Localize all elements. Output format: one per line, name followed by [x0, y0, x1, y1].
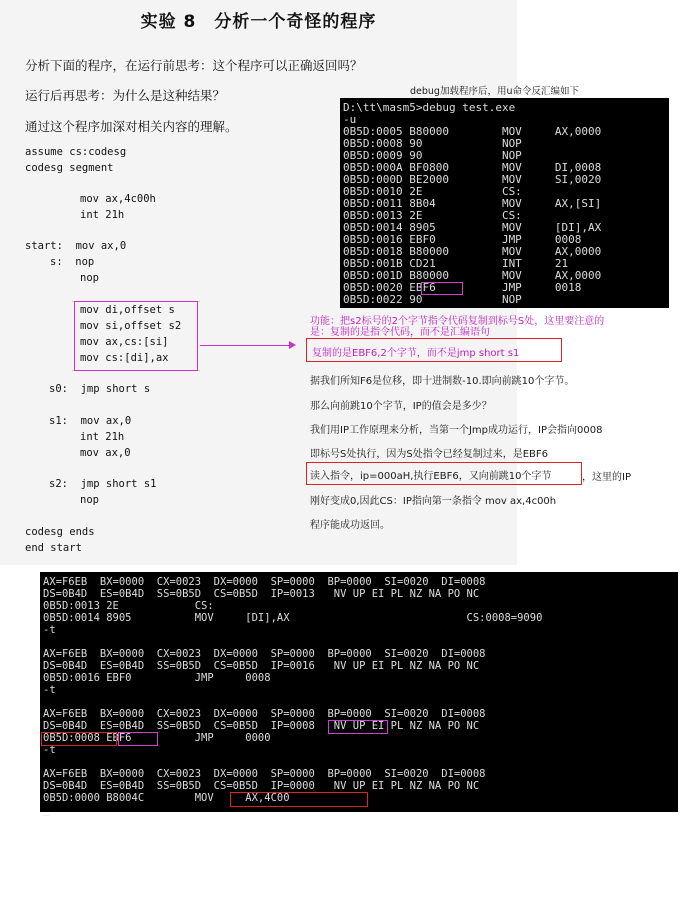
console-line: 0B5D:0000 B8004C MOV AX,4C00 [43, 792, 290, 804]
console-line: AX=F6EB BX=0000 CX=0023 DX=0000 SP=0000 BP=0000 SI=0020 DI=0008 [43, 648, 486, 660]
note-p2: 那么向前跳10个字节，IP的值会是多少？ [310, 401, 492, 412]
console-line: 0B5D:001B CD21 INT 21 [343, 257, 569, 270]
code-line: end start [25, 542, 82, 554]
note-p5-tail: ，这里的IP [582, 472, 631, 483]
code-line: mov ax,cs:[si] [80, 336, 169, 348]
intro-line-2: 运行后再思考：为什么是这种结果？ [25, 88, 226, 103]
console-line: -u [343, 113, 357, 126]
code-line: s1: mov ax,0 [49, 415, 132, 427]
console-line: 0B5D:0022 90 NOP [343, 293, 522, 306]
console-line: 0B5D:0010 2E CS: [343, 185, 522, 198]
console-line: 0B5D:000D BE2000 MOV SI,0020 [343, 173, 602, 186]
console-line: DS=0B4D ES=0B4D SS=0B5D CS=0B5D IP=0016 NV UP EI PL NZ NA PO NC [43, 660, 480, 672]
console-line: DS=0B4D ES=0B4D SS=0B5D CS=0B5D IP=0000 NV UP EI PL NZ NA PO NC [43, 780, 480, 792]
console-line: 0B5D:0013 2E CS: [43, 600, 214, 612]
page-title: 实验 8 分析一个奇怪的程序 [140, 12, 377, 32]
note-p4: 即标号S处执行，因为S处指令已经复制过来，是EBF6 [310, 449, 548, 460]
console-line: D:\tt\masm5>debug test.exe [343, 101, 516, 114]
code-line: s2: jmp short s1 [49, 478, 157, 490]
console-line: AX=F6EB BX=0000 CX=0023 DX=0000 SP=0000 BP=0000 SI=0020 DI=0008 [43, 768, 486, 780]
console-line: DS=0B4D ES=0B4D SS=0B5D CS=0B5D IP=0008 NV UP EI PL NZ NA PO NC [43, 720, 480, 732]
console-line: 0B5D:0008 EBF6 JMP 0000 [43, 732, 271, 744]
console-line: 0B5D:0009 90 NOP [343, 149, 522, 162]
debug-console [340, 98, 669, 308]
code-line: mov cs:[di],ax [80, 352, 169, 364]
copy-block-highlight [74, 301, 198, 371]
address-0008-highlight [41, 732, 117, 746]
console-line: 0B5D:0013 2E CS: [343, 209, 522, 222]
ip-0008-highlight [328, 720, 388, 734]
arrow-head-icon [289, 341, 296, 349]
boxed-note-2-text: 读入指令，ip=000aH,执行EBF6，又向前跳10个字节 [310, 471, 552, 482]
note-function-2: 是：复制的是指令代码，而不是汇编语句 [310, 327, 490, 338]
arrow-line [200, 345, 293, 346]
trace-console [40, 572, 678, 816]
code-line: nop [80, 494, 99, 506]
console-line: -t [43, 744, 56, 756]
code-line: mov di,offset s [80, 304, 175, 316]
console-line: 0B5D:0014 8905 MOV [DI],AX CS:0008=9090 [43, 612, 543, 624]
code-line: assume cs:codesg [25, 146, 127, 158]
console-line: 0B5D:0014 8905 MOV [DI],AX [343, 221, 602, 234]
note-p1: 据我们所知F6是位移，即十进制数-10.即向前跳10个字节。 [310, 376, 575, 387]
code-line: int 21h [80, 209, 125, 221]
console-line: 0B5D:0016 EBF0 JMP 0008 [343, 233, 582, 246]
ebf6-trace-highlight [118, 732, 158, 746]
note-p6: 刚好变成0,因此CS：IP指向第一条指令 mov ax,4c00h [310, 496, 557, 507]
code-line: codesg segment [25, 162, 114, 174]
console-line: -t [43, 624, 56, 636]
code-line: int 21h [80, 431, 125, 443]
code-line: codesg ends [25, 526, 95, 538]
console-line: _ [43, 804, 50, 816]
console-line: -t [43, 684, 56, 696]
console-line: DS=0B4D ES=0B4D SS=0B5D CS=0B5D IP=0013 NV UP EI PL NZ NA PO NC [43, 588, 480, 600]
console-line: 0B5D:001D B80000 MOV AX,0000 [343, 269, 602, 282]
console-line: 0B5D:0018 B80000 MOV AX,0000 [343, 245, 602, 258]
boxed-note-1 [306, 338, 562, 362]
code-line: mov ax,0 [80, 447, 131, 459]
note-p3: 我们用IP工作原理来分析，当第一个Jmp成功运行，IP会指向0008 [310, 425, 603, 436]
note-p7: 程序能成功返回。 [310, 520, 390, 531]
code-line: mov ax,4c00h [80, 193, 156, 205]
console-line: 0B5D:0011 8B04 MOV AX,[SI] [343, 197, 602, 210]
note-function-1: 功能：把s2标号的2个字节指令代码复制到标号S处，这里要注意的 [310, 316, 605, 327]
console-line: AX=F6EB BX=0000 CX=0023 DX=0000 SP=0000 BP=0000 SI=0020 DI=0008 [43, 576, 486, 588]
console-line: 0B5D:0020 EBF6 JMP 0018 [343, 281, 582, 294]
intro-line-3: 通过这个程序加深对相关内容的理解。 [25, 119, 238, 134]
console-line: 0B5D:0016 EBF0 JMP 0008 [43, 672, 271, 684]
code-line: start: mov ax,0 [25, 240, 127, 252]
ebf6-highlight [421, 282, 463, 295]
console-line: AX=F6EB BX=0000 CX=0023 DX=0000 SP=0000 BP=0000 SI=0020 DI=0008 [43, 708, 486, 720]
console-line: 0B5D:000A BF0800 MOV DI,0008 [343, 161, 602, 174]
intro-line-1: 分析下面的程序，在运行前思考：这个程序可以正确返回吗？ [25, 58, 363, 73]
mov-ax-4c00-highlight [230, 792, 368, 807]
code-line: s: nop [50, 256, 95, 268]
console-line: 0B5D:0005 B80000 MOV AX,0000 [343, 125, 602, 138]
code-line: s0: jmp short s [49, 383, 151, 395]
code-line: nop [80, 272, 99, 284]
code-line: mov si,offset s2 [80, 320, 182, 332]
boxed-note-2 [306, 462, 582, 485]
boxed-note-1-text: 复制的是EBF6,2个字节，而不是jmp short s1 [312, 348, 520, 359]
debug-caption: debug加载程序后，用u命令反汇编如下 [410, 86, 579, 97]
console-line: 0B5D:0008 90 NOP [343, 137, 522, 150]
